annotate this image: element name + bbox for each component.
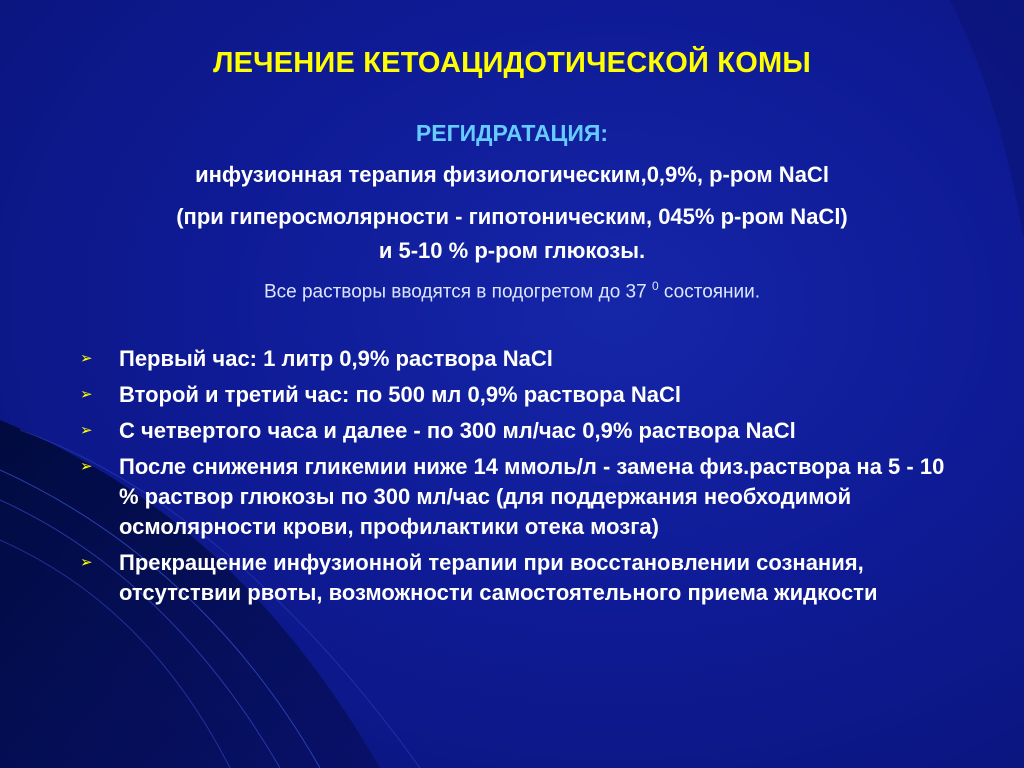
arrow-bullet-icon: ➢: [80, 386, 93, 403]
arrow-bullet-icon: ➢: [80, 554, 93, 571]
list-item: [80, 380, 950, 410]
treatment-steps-list: [80, 344, 950, 614]
note-text-end: состоянии.: [658, 281, 761, 303]
intro-line-3: и 5-10 % р-ром глюкозы.: [378, 238, 646, 263]
arrow-bullet-icon: ➢: [80, 350, 93, 367]
slide-title: ЛЕЧЕНИЕ КЕТОАЦИДОТИЧЕСКОЙ КОМЫ: [213, 47, 811, 79]
arrow-bullet-icon: ➢: [80, 422, 93, 439]
list-item-text: Первый час: 1 литр 0,9% раствора NaCl: [119, 346, 553, 371]
list-item: [80, 548, 950, 608]
note-superscript: 0: [651, 279, 659, 293]
intro-line-1: инфузионная терапия физиологическим,0,9%, р-ром NaCl: [195, 162, 829, 187]
list-item-text: Прекращение инфузионной терапии при восстановлении сознания, отсутствии рвоты, возможности самостоятельного приема жидкости: [119, 550, 878, 605]
list-item-text: После снижения гликемии ниже 14 ммоль/л - замена физ.раствора на 5 - 10 % раствор глюкозы по 300 мл/час (для поддержания необходимой осмолярности крови, профилактики отека мозга): [119, 454, 945, 539]
note-text: Все растворы вводятся в подогретом до 37: [263, 281, 652, 303]
list-item-text: Второй и третий час: по 500 мл 0,9% раствора NaCl: [119, 382, 681, 407]
list-item: [80, 452, 950, 542]
temperature-note: [0, 279, 1024, 303]
arrow-bullet-icon: ➢: [80, 458, 93, 475]
list-item: [80, 416, 950, 446]
section-subtitle: РЕГИДРАТАЦИЯ:: [415, 120, 609, 146]
list-item: [80, 344, 950, 374]
intro-line-2: (при гиперосмолярности - гипотоническим, 045% р-ром NaCl): [176, 204, 848, 229]
list-item-text: С четвертого часа и далее - по 300 мл/час 0,9% раствора NaCl: [119, 418, 796, 443]
